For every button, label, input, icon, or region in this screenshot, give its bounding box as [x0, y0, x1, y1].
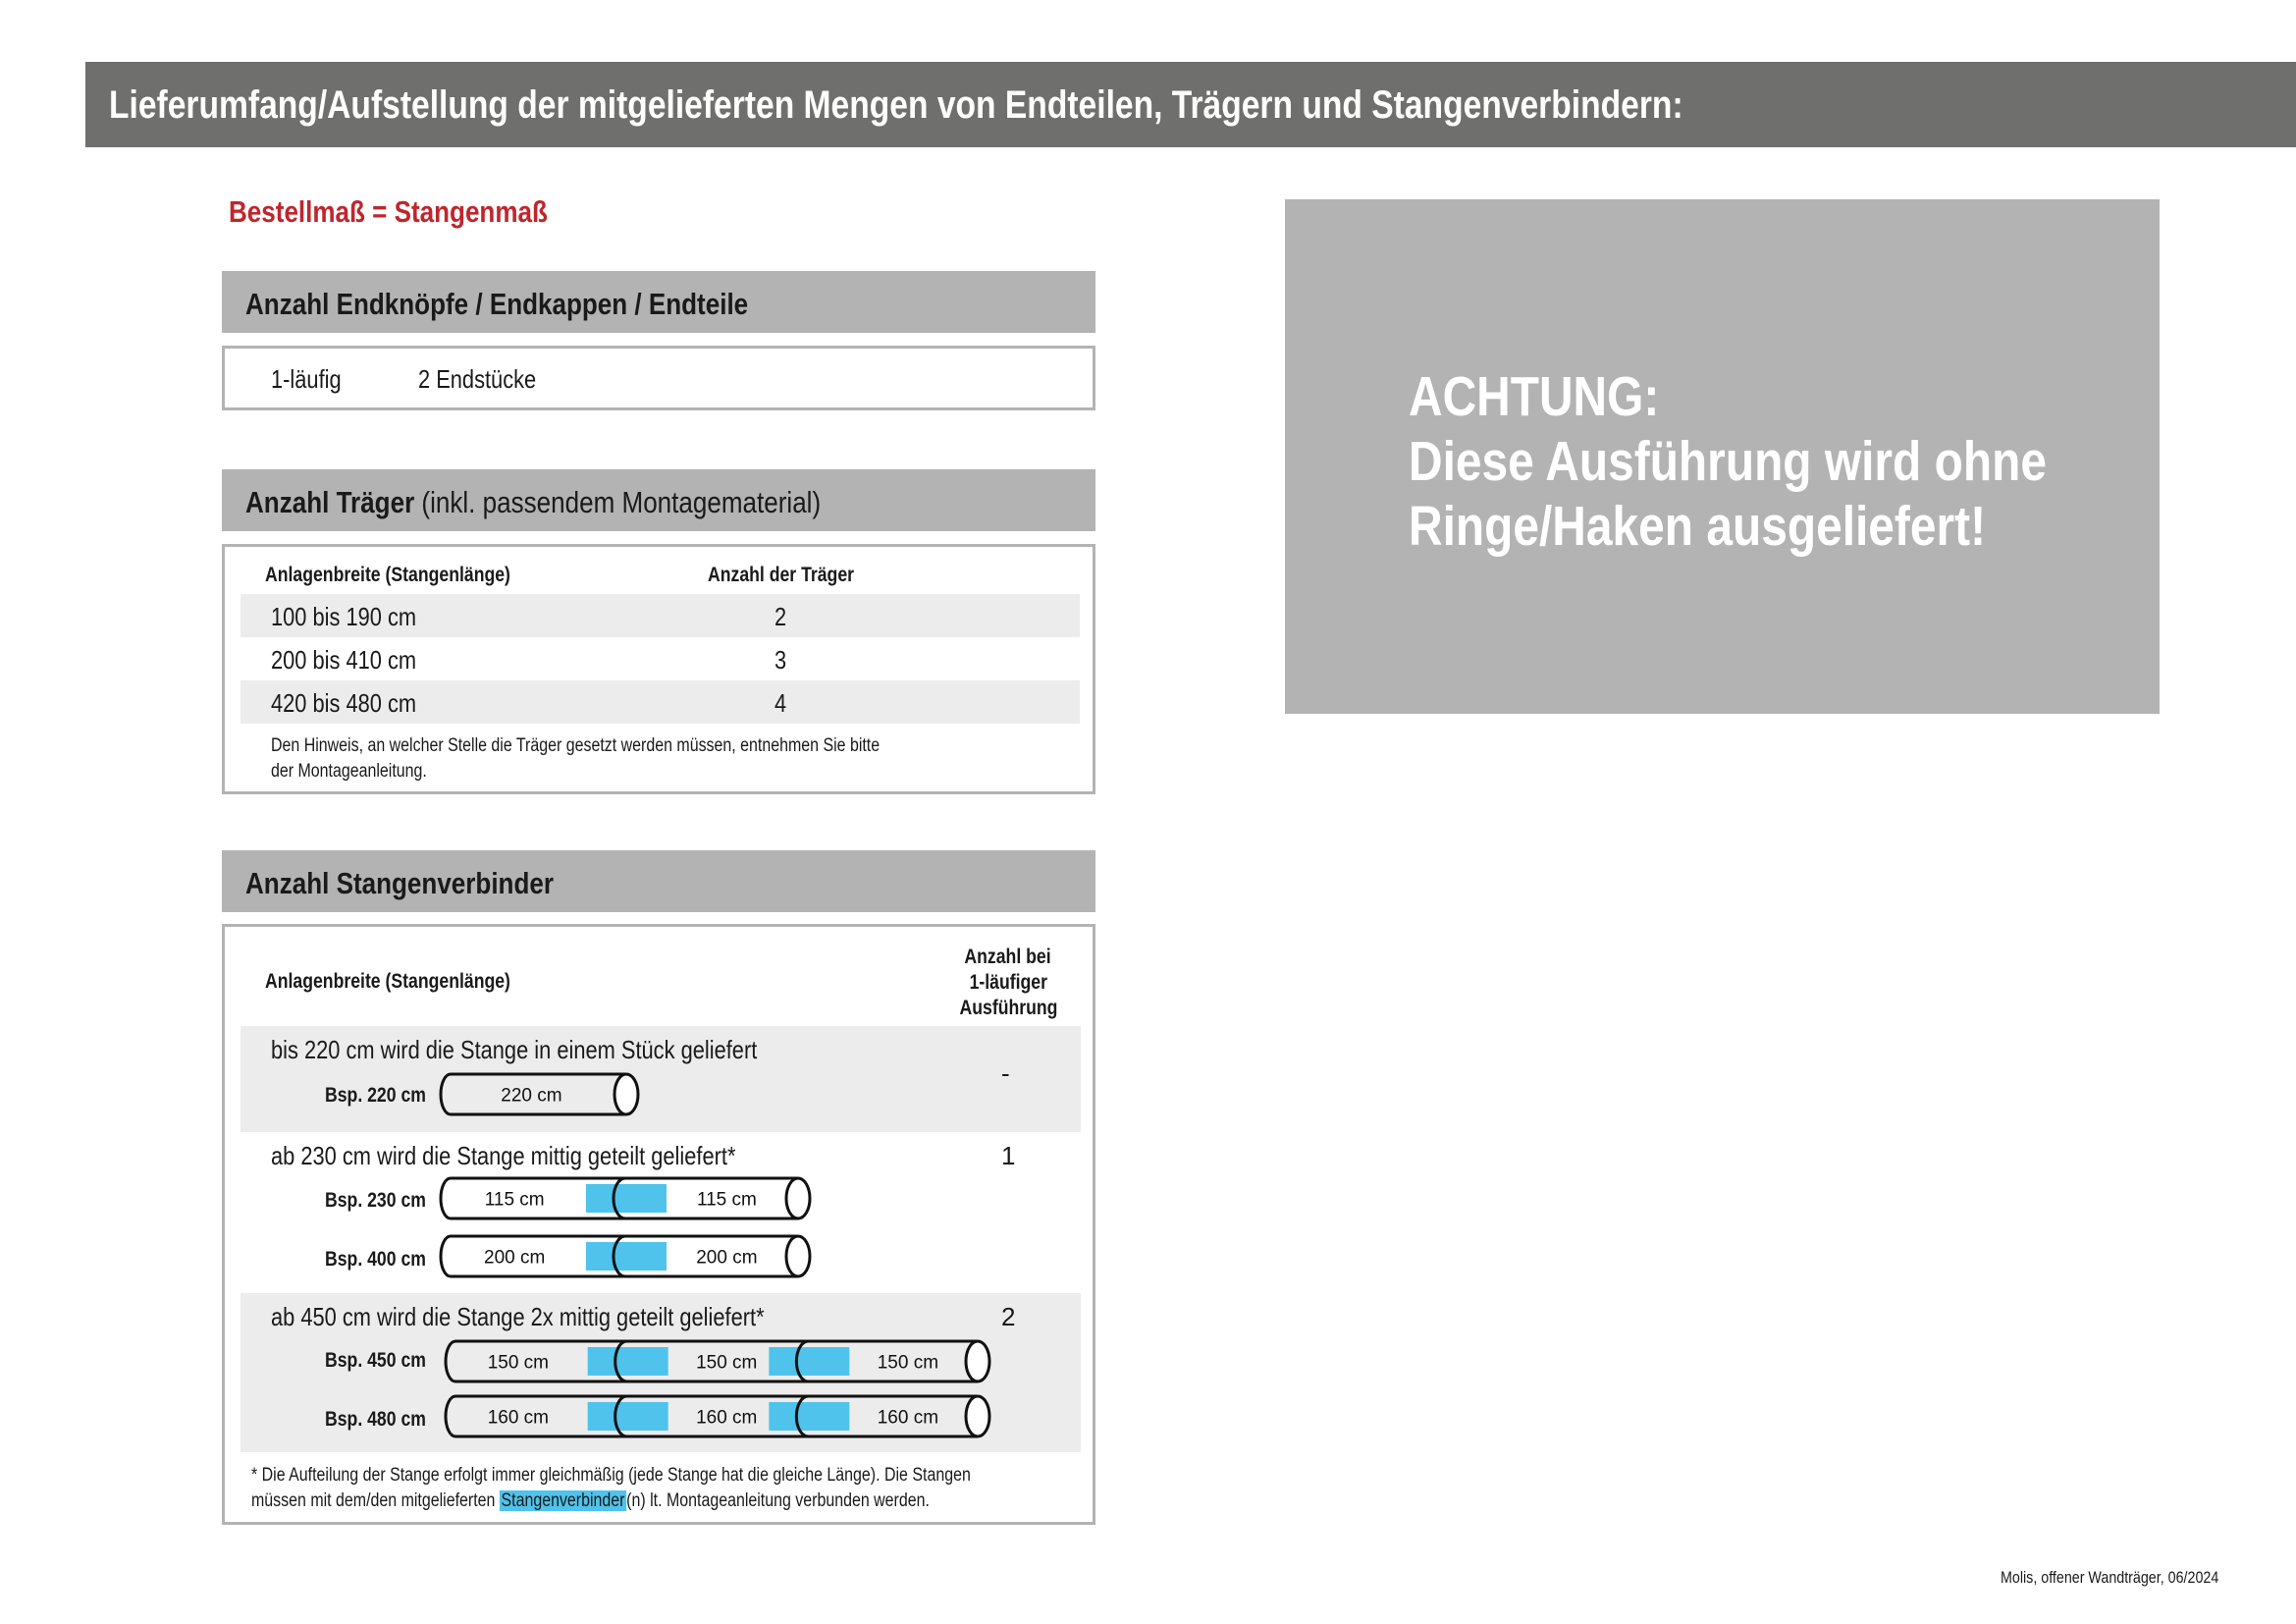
endteile-count: 2 Endstücke	[418, 364, 537, 394]
rod-end-cap	[786, 1178, 810, 1218]
verbinder-group-count: -	[1001, 1058, 1010, 1088]
example-label: Bsp. 400 cm	[325, 1248, 426, 1271]
endteile-type: 1-läufig	[271, 364, 342, 394]
rod-segment-label: 115 cm	[696, 1189, 757, 1211]
rod-segment-label: 200 cm	[696, 1247, 758, 1269]
verbinder-group-count: 1	[1001, 1141, 1016, 1170]
rod-segment-label: 150 cm	[877, 1352, 939, 1374]
rod-segment-label: 160 cm	[696, 1407, 758, 1429]
order-note: Bestellmaß = Stangenmaß	[229, 194, 548, 229]
rod-start-cap	[441, 1178, 451, 1218]
rod-segment-label: 115 cm	[484, 1189, 545, 1211]
rod-end-cap	[614, 1074, 638, 1114]
connector-mark	[588, 1402, 668, 1431]
rod-segment-label: 150 cm	[696, 1352, 758, 1374]
connector-mark	[588, 1347, 668, 1376]
rod-start-cap	[441, 1074, 451, 1114]
example-label: Bsp. 220 cm	[325, 1084, 426, 1107]
verbinder-group-text: ab 230 cm wird die Stange mittig geteilt geliefert*	[271, 1141, 736, 1170]
page-footer: Molis, offener Wandträger, 06/2024	[2001, 1568, 2219, 1587]
traeger-row-range: 100 bis 190 cm	[271, 602, 417, 631]
verbinder-col-width: Anlagenbreite (Stangenlänge)	[265, 970, 510, 993]
verbinder-group-count: 2	[1001, 1302, 1016, 1331]
connector-mark	[769, 1402, 849, 1431]
rod-segment-label: 200 cm	[484, 1247, 546, 1269]
rod-end-cap	[966, 1341, 989, 1381]
banner-title: Lieferumfang/Aufstellung der mitgelieferten Mengen von Endteilen, Trägern und Stangenverbindern:	[109, 83, 1683, 127]
verbinder-footnote: * Die Aufteilung der Stange erfolgt immer gleichmäßig (jede Stange hat die gleiche Länge). Die Stangen	[251, 1465, 971, 1486]
rod-start-cap	[446, 1341, 455, 1381]
verbinder-group-text: bis 220 cm wird die Stange in einem Stück geliefert	[271, 1035, 758, 1064]
traeger-row-count: 4	[774, 688, 787, 718]
achtung-text: ACHTUNG: Diese Ausführung wird ohne Ringe/Haken ausgeliefert!	[1409, 365, 2047, 558]
verbinder-heading: Anzahl Stangenverbinder	[245, 866, 554, 900]
rod-end-cap	[786, 1236, 810, 1276]
traeger-note: Den Hinweis, an welcher Stelle die Träger gesetzt werden müssen, entnehmen Sie bitte	[271, 735, 881, 756]
verbinder-col-count: Anzahl bei 1-läufiger Ausführung	[959, 946, 1057, 1019]
example-label: Bsp. 450 cm	[325, 1349, 426, 1372]
traeger-row-range: 420 bis 480 cm	[271, 688, 417, 718]
connector-mark	[586, 1242, 667, 1271]
traeger-col-count: Anzahl der Träger	[708, 564, 855, 586]
rod-segment-label: 160 cm	[487, 1407, 550, 1429]
traeger-col-width: Anlagenbreite (Stangenlänge)	[265, 564, 510, 586]
traeger-note: der Montageanleitung.	[271, 761, 427, 782]
example-label: Bsp. 480 cm	[325, 1408, 426, 1431]
example-label: Bsp. 230 cm	[325, 1189, 426, 1212]
stangenverbinder-highlight: Stangenverbinder	[501, 1490, 625, 1511]
achtung-box	[1285, 199, 2160, 714]
traeger-row-range: 200 bis 410 cm	[271, 645, 417, 675]
traeger-row-count: 3	[774, 645, 787, 675]
traeger-row-count: 2	[774, 602, 787, 631]
connector-mark	[586, 1184, 667, 1213]
endteile-heading: Anzahl Endknöpfe / Endkappen / Endteile	[245, 287, 749, 321]
rod-segment-label: 150 cm	[487, 1352, 550, 1374]
verbinder-group-text: ab 450 cm wird die Stange 2x mittig geteilt geliefert*	[271, 1302, 765, 1331]
rod-start-cap	[446, 1396, 455, 1436]
traeger-heading: Anzahl Träger (inkl. passendem Montagematerial)	[245, 485, 822, 519]
rod-end-cap	[966, 1396, 989, 1436]
rod-start-cap	[441, 1236, 451, 1276]
rod-segment-label: 160 cm	[877, 1407, 939, 1429]
verbinder-footnote: müssen mit dem/den mitgelieferten Stangenverbinder(n) lt. Montageanleitung verbunden werden.	[251, 1490, 930, 1511]
connector-mark	[769, 1347, 849, 1376]
rod-segment-label: 220 cm	[501, 1085, 562, 1107]
